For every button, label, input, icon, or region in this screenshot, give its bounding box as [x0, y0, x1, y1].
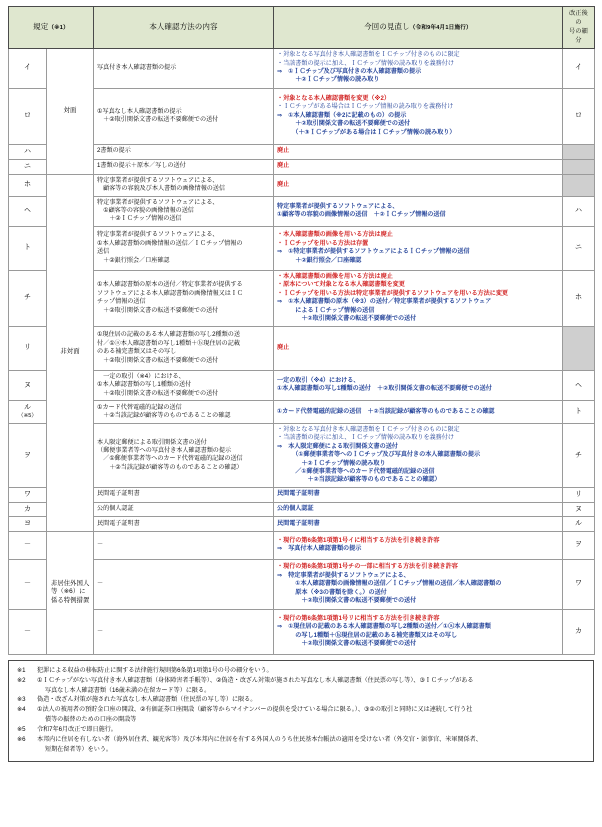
footnote-text — [37, 735, 587, 755]
footnote-text — [37, 666, 587, 676]
row-kigou: ヘ — [9, 196, 47, 226]
cell-line: ①本人確認書類の写し1種類の送付 ＋②取引関係文書の転送不要郵便での送付 — [277, 385, 492, 393]
group-label-line: 非居住外国人 — [51, 579, 90, 587]
cell-line: 1書類の提示＋原本／写しの送付 — [97, 162, 186, 170]
row-revision-content — [274, 88, 563, 144]
row-after-kubun: ヘ — [563, 370, 595, 400]
cell-line: 廃止 — [277, 344, 290, 352]
row-after-kubun: カ — [563, 609, 595, 654]
cell-line: ・当該書類の提示に加え、ＩＣチップ情報の読み取りを義務付け — [277, 59, 454, 67]
footnote-item — [15, 705, 587, 725]
cell-line: ソフトウェアによる本人確認書類の画像情報又はＩＣ — [97, 289, 244, 297]
cell-line: 写真付き本人確認書類の提示 — [97, 63, 177, 71]
cell-line: ＋②銀行照会／口座確認 — [97, 256, 170, 264]
cell-line: ①本人確認書類の画像情報の送信／ＩＣチップ情報の — [97, 239, 243, 247]
footnote-line: 写真なし本人確認書類（16歳未満の在留カード等）に限る。 — [45, 686, 211, 694]
row-revision-content — [274, 517, 563, 532]
row-kigou: － — [9, 559, 47, 609]
cell-line: ＋②取引関係文書の転送不要郵便での送付 — [277, 596, 417, 604]
table-row — [9, 196, 595, 226]
cell-line: によるＩＣチップ情報の送信 — [277, 306, 375, 314]
row-after-kubun — [563, 326, 595, 370]
row-revision-content — [274, 326, 563, 370]
cell-line: の写し1種類＋ⓑ現住居の記載のある補完書類又はその写し — [277, 631, 458, 639]
row-method-content — [94, 326, 274, 370]
cell-line: ⇒ 本人限定郵便による取引関係文書の送付 — [277, 442, 398, 450]
cell-line: ・当該書類の提示に加え、ＩＣチップ情報の読み取りを義務付け — [277, 434, 454, 442]
cell-line: ・本人確認書類の画像を用いる方法は廃止 — [277, 273, 393, 281]
table-row — [9, 88, 595, 144]
cell-line: ①カード代替電磁的記録の送信 — [97, 403, 182, 411]
row-method-content — [94, 559, 274, 609]
row-after-kubun: ホ — [563, 270, 595, 326]
row-method-content — [94, 226, 274, 270]
row-revision-content — [274, 159, 563, 174]
footnote-line: 偽造・改ざん対策が施された写真なし本人確認書類（住民票の写し等）に限る。 — [37, 696, 257, 704]
footnote-text — [37, 725, 587, 735]
cell-line: － — [97, 580, 104, 588]
cell-line: 特定事業者が提供するソフトウェアによる、 — [97, 176, 219, 184]
cell-line: ＋②取引関係文書の転送不要郵便での送付 — [97, 356, 219, 364]
cell-line: 特定事業者が提供するソフトウェアによる、 — [97, 198, 219, 206]
cell-line: 特定事業者が提供するソフトウェアによる、 — [277, 202, 399, 210]
footnote-mark: ※3 — [17, 696, 26, 704]
cell-line: ＋②取引関係文書の転送不要郵便での送付 — [97, 116, 219, 124]
row-method-content — [94, 609, 274, 654]
cell-line: ＋②取引関係文書の転送不要郵便での送付 — [277, 120, 411, 128]
footnote-text — [37, 705, 587, 725]
header-naiyou — [94, 7, 274, 49]
header-after-kubun — [563, 7, 595, 49]
cell-line: ⇒ ①本人確認書類の原本（※3）の送付／特定事業者が提供するソフトウェア — [277, 298, 492, 306]
cell-line: ／①郵便事業者等へのカード代替電磁的記録の送信 — [97, 455, 243, 463]
cell-line: ⇒ ①ＩＣチップ及び写真付きの本人確認書類の提示 — [277, 68, 422, 76]
footnote-text — [37, 695, 587, 705]
table-body — [9, 48, 595, 654]
cell-line: ＋②取引関係文書の転送不要郵便での送付 — [97, 389, 219, 397]
cell-line: ⇒ ①特定事業者が提供するソフトウェアによるＩＣチップ情報の送信 — [277, 248, 470, 256]
footnote-item — [15, 676, 587, 696]
footnote-item — [15, 695, 587, 705]
table-row — [9, 424, 595, 488]
cell-line: ①カード代替電磁的記録の送信 ＋②当該記録が顧客等のものであることの確認 — [277, 407, 495, 415]
row-kigou: イ — [9, 48, 47, 88]
row-kigou: ロ — [9, 88, 47, 144]
footnote-mark: ※2 — [17, 676, 26, 684]
footnote-item — [15, 735, 587, 755]
row-method-content — [94, 196, 274, 226]
footnote-line: 犯罪による収益の移転防止に関する法律施行規則第6条第1項第1号の号の細分をいう。 — [37, 666, 273, 674]
row-after-kubun: リ — [563, 487, 595, 502]
footnote-item — [15, 666, 587, 676]
cell-line: 本人限定郵便による取引関係文書の送付 — [97, 438, 207, 446]
cell-line: 顧客等の容貌及び本人書類の画像情報の送信 — [97, 185, 225, 193]
table-row — [9, 559, 595, 609]
row-method-content — [94, 88, 274, 144]
verification-methods-table — [8, 6, 595, 655]
cell-line: ・ＩＣチップを用いる方法は特定事業者が提供するソフトウェアを用いる方法に変更 — [277, 289, 509, 297]
cell-line: ⇒ 特定事業者が提供するソフトウェアによる、 — [277, 571, 410, 579]
group-label-hitaimen: 非対面 — [47, 174, 94, 531]
cell-line: ①本人確認書類の原本の送付／特定事業者が提供する — [97, 281, 243, 289]
header-minaoshi — [274, 7, 563, 49]
cell-line: 民間電子証明書 — [97, 490, 140, 498]
row-kigou: ヲ — [9, 424, 47, 488]
row-method-content — [94, 159, 274, 174]
row-method-content — [94, 174, 274, 196]
table-row — [9, 401, 595, 424]
row-revision-content — [274, 196, 563, 226]
row-method-content — [94, 531, 274, 559]
cell-line: ＋②当該記録が顧客等のものであることの確認） — [277, 476, 441, 484]
group-label-line: 係る特例措置 — [51, 597, 90, 605]
row-revision-content — [274, 174, 563, 196]
cell-line: ①本人確認書類の画像情報の送信／ＩＣチップ情報の送信／本人確認書類の — [277, 580, 502, 588]
row-revision-content — [274, 502, 563, 517]
table-row — [9, 226, 595, 270]
row-method-content — [94, 487, 274, 502]
table-row — [9, 531, 595, 559]
cell-line: ・ＩＣチップを用いる方法は存置 — [277, 239, 369, 247]
cell-line: ・対象となる写真付き本人確認書類をＩＣチップ付きのものに限定 — [277, 426, 460, 433]
cell-line: 民間電子証明書 — [97, 519, 140, 527]
row-kigou: ニ — [9, 159, 47, 174]
row-after-kubun: ヌ — [563, 502, 595, 517]
table-row — [9, 517, 595, 532]
cell-line: ⇒ 写真付本人確認書類の提示 — [277, 545, 362, 553]
row-after-kubun — [563, 144, 595, 159]
row-method-content — [94, 502, 274, 517]
row-after-kubun: ル — [563, 517, 595, 532]
cell-line: ／①郵便事業者等へのカード代替電磁的記録の送信 — [277, 468, 435, 476]
cell-line: ＋②ＩＣチップ情報の読み取り — [277, 459, 386, 467]
table-row — [9, 270, 595, 326]
row-after-kubun: ロ — [563, 88, 595, 144]
row-kigou: ハ — [9, 144, 47, 159]
table-row — [9, 487, 595, 502]
row-revision-content — [274, 401, 563, 424]
header-kitei-note: （※1） — [48, 24, 69, 31]
table-row — [9, 326, 595, 370]
footnote-mark: ※6 — [17, 735, 26, 743]
footnotes-block — [8, 660, 594, 762]
footnote-line: 本邦内に住居を有しない者（海外居住者、観光客等）及び本邦内に住居を有する外国人のうち住民基本台帳法の適用を受けない者（外交官・領事官、米軍関係者、 — [37, 735, 482, 743]
row-revision-content — [274, 487, 563, 502]
cell-line: ①写真なし本人確認書類の提示 — [97, 107, 182, 115]
table-header — [9, 7, 595, 49]
table-row — [9, 609, 595, 654]
cell-line: ①本人確認書類の写し1種類の送付 — [97, 381, 192, 389]
row-after-kubun: イ — [563, 48, 595, 88]
footnote-line: ①法人の被用者の預貯金口座の開設、②有価証券口座開設（顧客等からマイナンバーの提供を受けている場合に限る。）、③②の取引と同時に又は連続して行う社 — [37, 706, 473, 714]
row-after-kubun — [563, 159, 595, 174]
row-revision-content — [274, 424, 563, 488]
row-method-content — [94, 48, 274, 88]
cell-line: 廃止 — [277, 180, 290, 188]
row-method-content — [94, 370, 274, 400]
cell-line: 民間電子証明書 — [277, 519, 320, 527]
cell-line: ・対象となる写真付き本人確認書類をＩＣチップ付きのものに限定 — [277, 51, 460, 59]
footnote-line: 債等の振替のための口座の開設等 — [45, 716, 137, 724]
cell-line: 公的個人認証 — [97, 505, 134, 513]
row-kigou: ル （※5） — [9, 401, 47, 424]
row-kigou: カ — [9, 502, 47, 517]
cell-line: 廃止 — [277, 162, 290, 170]
cell-line: ＋②取引関係文書の転送不要郵便での送付 — [277, 640, 417, 648]
row-kigou: ヌ — [9, 370, 47, 400]
cell-line: ⇒ ①現住居の記載のある本人確認書類の写し2種類の送付／①ⓐ本人確認書類 — [277, 623, 491, 631]
header-minaoshi-note: （令和9年4月1日施行） — [409, 24, 472, 31]
cell-line: 原本（※3の書類を除く。）の送付 — [277, 588, 387, 596]
cell-line: ・本人確認書類の画像を用いる方法は廃止 — [277, 231, 393, 239]
row-kigou: － — [9, 609, 47, 654]
row-kigou-note: （※5） — [18, 412, 37, 419]
cell-line: ＋②銀行照会／口座確認 — [277, 256, 362, 264]
row-revision-content — [274, 226, 563, 270]
row-kigou: チ — [9, 270, 47, 326]
table-row — [9, 159, 595, 174]
cell-line: ①現住居の記載のある本人確認書類の写し2種類の送 — [97, 331, 240, 339]
footnote-mark: ※5 — [17, 725, 26, 733]
header-naiyou-label: 本人確認方法の内容 — [149, 22, 218, 32]
header-after-line2: 号の細分 — [569, 28, 588, 45]
row-after-kubun: ニ — [563, 226, 595, 270]
cell-line: ・原本について対象となる本人確認書類を変更 — [277, 281, 405, 289]
footnote-mark: ※4 — [17, 706, 26, 714]
header-after-line1: 改正後の — [569, 10, 588, 27]
cell-line: ・現行の第6条第1項第1号チの一部に相当する方法を引き続き許容 — [277, 563, 458, 571]
row-revision-content — [274, 48, 563, 88]
cell-line: ①顧客等の容貌の画像情報の送信 — [97, 206, 194, 214]
footnote-item — [15, 725, 587, 735]
row-method-content — [94, 424, 274, 488]
cell-line: ＋②ＩＣチップ情報の送信 — [97, 215, 182, 223]
cell-line: ⇒ ①本人確認書類（※2に記載のもの）の提示 — [277, 111, 407, 119]
row-revision-content — [274, 144, 563, 159]
header-kitei-label: 規定 — [33, 21, 49, 31]
row-after-kubun: ト — [563, 401, 595, 424]
table-row — [9, 502, 595, 517]
cell-line: （①郵便事業者等へのＩＣチップ及び写真付きの本人確認書類の提示 — [277, 451, 481, 459]
cell-line: ・ＩＣチップがある場合はＩＣチップ情報の読み取りを義務付け — [277, 103, 454, 111]
group-label-gaikokujin — [47, 531, 94, 654]
cell-line: 公的個人認証 — [277, 505, 314, 513]
cell-line: 民間電子証明書 — [277, 490, 320, 498]
header-minaoshi-label: 今回の見直し — [364, 21, 410, 31]
cell-line: （＋③ＩＣチップがある場合はＩＣチップ情報の読み取り） — [277, 128, 456, 136]
row-kigou: ト — [9, 226, 47, 270]
cell-line: ＋②取引関係文書の転送不要郵便での送付 — [277, 315, 417, 323]
cell-line: 送信 — [97, 248, 110, 256]
cell-line: チップ情報の送信 — [97, 298, 146, 306]
group-label-taimen: 対面 — [47, 48, 94, 174]
footnote-line: ①ＩＣチップがない写真付き本人確認書類（身体障害者手帳等）、②偽造・改ざん対策が施された写真なし本人確認書類（住民票の写し等）、③ＩＣチップがある — [37, 676, 474, 684]
row-method-content — [94, 144, 274, 159]
row-after-kubun: ワ — [563, 559, 595, 609]
table-row — [9, 174, 595, 196]
cell-line: ①顧客等の容貌の画像情報の送信 ＋②ＩＣチップ情報の送信 — [277, 211, 446, 219]
row-revision-content — [274, 609, 563, 654]
cell-line: のある補完書類又はその写し — [97, 348, 177, 356]
table-row — [9, 144, 595, 159]
row-method-content — [94, 270, 274, 326]
row-after-kubun: ハ — [563, 196, 595, 226]
row-after-kubun: チ — [563, 424, 595, 488]
cell-line: ・現行の第6条第1項第1号イに相当する方法を引き続き許容 — [277, 536, 440, 544]
cell-line: ＋②取引関係文書の転送不要郵便での送付 — [97, 306, 219, 314]
cell-line: 一定の取引（※4）における、 — [277, 376, 360, 384]
header-kitei — [9, 7, 94, 49]
row-after-kubun — [563, 174, 595, 196]
footnote-line: 短期在留者等）をいう。 — [45, 745, 113, 753]
table-row — [9, 370, 595, 400]
cell-line: 特定事業者が提供するソフトウェアによる、 — [97, 231, 219, 239]
footnote-text — [37, 676, 587, 696]
row-kigou: ホ — [9, 174, 47, 196]
cell-line: － — [97, 541, 104, 549]
cell-line: ・現行の第6条第1項第1号リに相当する方法を引き続き許容 — [277, 615, 440, 622]
cell-line: ＋②当該記録が顧客等のものであることの確認） — [97, 463, 243, 471]
cell-line: － — [97, 627, 104, 635]
row-method-content — [94, 517, 274, 532]
footnote-mark: ※1 — [17, 666, 26, 674]
table-row — [9, 48, 595, 88]
row-kigou: ヨ — [9, 517, 47, 532]
cell-line: 付／①ⓐ本人確認書類の写し1種類＋ⓑ現住居の記載 — [97, 339, 240, 347]
row-kigou: リ — [9, 326, 47, 370]
row-method-content — [94, 401, 274, 424]
cell-line: 廃止 — [277, 147, 290, 155]
row-kigou: ワ — [9, 487, 47, 502]
group-label-line: 等（※6）に — [51, 588, 86, 596]
footnote-line: 令和7年6月改正で即日施行。 — [37, 725, 117, 733]
cell-line: （郵便事業者等への写真付き本人確認書類の提示 — [97, 447, 232, 455]
row-after-kubun: ヲ — [563, 531, 595, 559]
row-kigou: － — [9, 531, 47, 559]
cell-line: 一定の取引（※4）における、 — [97, 372, 185, 380]
cell-line: ・対象となる本人確認書類を変更（※2） — [277, 95, 390, 103]
row-revision-content — [274, 531, 563, 559]
cell-line: ＋②ＩＣチップ情報の読み取り — [277, 76, 380, 84]
row-revision-content — [274, 559, 563, 609]
cell-line: ＋②当該記録が顧客等のものであることの確認 — [97, 412, 231, 419]
cell-line: 2書類の提示 — [97, 147, 131, 155]
row-revision-content — [274, 370, 563, 400]
row-revision-content — [274, 270, 563, 326]
